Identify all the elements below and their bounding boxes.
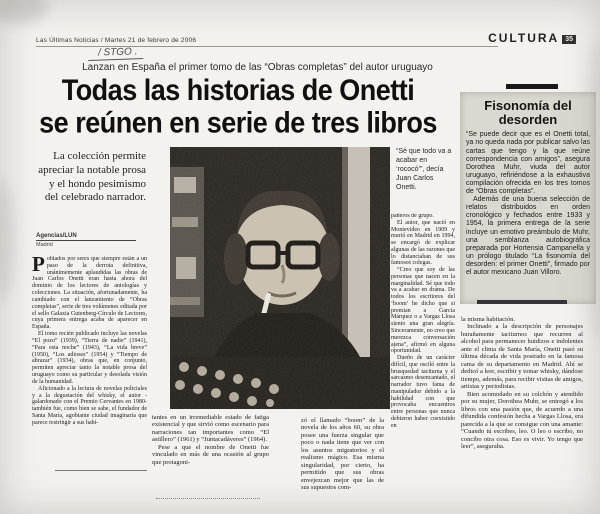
onetti-photo [170, 147, 390, 409]
sidebar-paragraph: “Se puede decir que es el Onetti total, ya no queda nada por publicar salvo las cartas que tengo y la que reúne correspondencia con amigos”, asegura Dorothea Muhr, viuda del autor uruguayo, refiriéndose a la exhaustiva compilación ofrecida en los tres tomos de “Obras completas”. [466, 131, 590, 196]
drop-cap: P [32, 256, 45, 276]
handwritten-annotation: / STGO . [88, 46, 144, 61]
paragraph: Inclinado a la descripción de personajes hurañamente taciturnos que recurren al alcohol para permanecer huidizos e indolentes ante el clima de Santa María, Onetti pasó su última década de vida postrado en la famosa cama de su departamento en Madrid. Ahí se dedicó a leer, escribir y tomar whisky, dándose tiempo, además, para recibir visitas de amigos, artistas y periodistas. [461, 323, 583, 391]
paragraph: El tomo recién publicado incluye las novelas “El pozo” (1939), “Tierra de nadie” (1941), “Para esta noche” (1943), “La vida breve” (1950), “Los adioses” (1954) y “Tiempo de abrazar” (1934), obras que, en conjunto, permiten apreciar tanto la notable prosa del uruguayo como su particular y desolada visión de la humanidad. [32, 331, 147, 385]
section-label [488, 31, 576, 45]
page-number-badge: 35 [562, 35, 576, 44]
standfirst: La colección permite apreciar la notable prosa y el hondo pesimismo del celebrado narrador. [38, 150, 146, 204]
body-column-2 [152, 414, 269, 494]
sidebar-title-line-2: desorden [498, 111, 558, 127]
scan-smudge [0, 0, 48, 24]
paragraph: tantes en un irremediable estado de fatiga existencial y que sirvió como escenario para narraciones tan importantes como “El astillero” (1961) y “Juntacadáveres” (1964). [152, 414, 269, 444]
column-dotted-rule [156, 498, 260, 499]
body-column-right [461, 316, 583, 508]
paragraph: zó el llamado “boom” de la novela de los años 60, su obra posee una fuerza singular que poco o nada tiene que ver con los asuntos migratorios y el realismo mágico. Esa misma singularidad, por cierto, ha permitido que sus obras envejezcan mejor que las de sus supuestos com- [301, 417, 384, 492]
kicker: Lanzan en España el primer tomo de las “Obras completas” del autor uruguayo [82, 62, 433, 73]
sidebar-bottom-rule [477, 300, 567, 304]
byline: Agencias/LUN [36, 233, 136, 241]
paragraph: El autor, que nació en Montevideo en 1909 y murió en Madrid en 1994, se encargó de explicar algunas de las razones que lo distanciaban de sus famosos colegas. [391, 219, 455, 267]
headline [18, 74, 458, 139]
paragraph: pañeros de grupo. [391, 213, 434, 219]
sidebar-paragraph: Además de una buena selección de relatos distribuidos en orden cronológico y fechados entre 1933 y 1954, la primera entrega de la serie incluye un emotivo preámbulo de Muhr, una semblanza autobiográfica preparada por Hortensia Campanella y un prólogo titulado “La fisonomía del desorden: el primer Onetti”, firmado por el autor mexicano Juan Villoro. [466, 196, 590, 277]
paragraph: Dueño de un carácter difícil, que osciló entre la brusquedad taciturna y el sarcasmo desencantado, el narrador tuvo fama de manipulador debido a la habilidad con que provocaba encuentros entre personas que nunca debieron haber coexistido en [391, 355, 455, 429]
paragraph: la misma habitación. [461, 316, 515, 323]
paragraph: Aficionado a la lectura de novelas policiales y a la degustación del whisky, el autor -galardonado con el Premio Cervantes en 1980- también fue, como bien se sabe, el fundador de Santa María, agobiante ciudad imaginaria que parece restringir a sus habi- [32, 385, 147, 426]
body-column-4 [391, 213, 455, 511]
dateline: Madrid [36, 242, 53, 248]
section-title: CULTURA [488, 31, 560, 45]
headline-line-2: se reúnen en serie de tres libros [39, 106, 437, 139]
scan-smudge [0, 180, 16, 300]
sidebar-title-line-1: Fisonomía del [484, 98, 572, 113]
paragraph: Bien acomodado en su colchón y atendido por su mujer, Dorothea Muhr, se entregó a los libros con una pasión que, de acuerdo a una difundida confesión hecha a Vargas Llosa, era parecida a la que se consigue con una amante: “Cuando tú escribes, leo. O leo o escribo, no concibo otra cosa. Eso es vivir. Yo tengo que leer”, aseguraba. [461, 390, 583, 450]
paragraph: “Creo que soy de las personas que nacen en la marginalidad. Sé que todo va a acabar en drama. De todos los escritores del ‘boom’ he dicho que si premian a García Márquez o a Vargas Llosa siento una gran alegría. Sinceramente, no creo que merezca conversación ajena”, afirmó en alguna oportunidad. [391, 267, 455, 355]
photo-caption: “Sé que todo va a acabar en ‘rococó’”, decía Juan Carlos Onetti. [396, 148, 452, 192]
headline-line-1: Todas las historias de Onetti [61, 74, 415, 107]
paragraph: Poblados por seres que siempre están a un paso de la derrota definitiva, unánimemente aplaudidas las obras de Juan Carlos Onetti eran hasta ahora del dominio de los lectores de antologías y colecciones. La situación, afortunadamente, ha cambiado con el lanzamiento de “Obras completas”, serie de tres volúmenes editada por el sello Galaxia Gutenberg-Círculo de Lectores, cuya primera entrega acaba de aparecer en España. [32, 256, 147, 331]
body-column-1 [32, 256, 147, 464]
paragraph: Pese a que el nombre de Onetti fue vinculado en más de una ocasión al grupo que protagoni- [152, 443, 269, 466]
sidebar-title [466, 99, 590, 126]
sidebar-top-rule [506, 84, 558, 89]
masthead-paper-date: Las Últimas Noticias / Martes 21 de febrero de 2006 [36, 37, 197, 44]
sidebar-box [460, 92, 596, 304]
column-end-rule [55, 470, 147, 471]
onetti-photo-illustration [170, 147, 390, 409]
body-column-3 [301, 417, 384, 509]
